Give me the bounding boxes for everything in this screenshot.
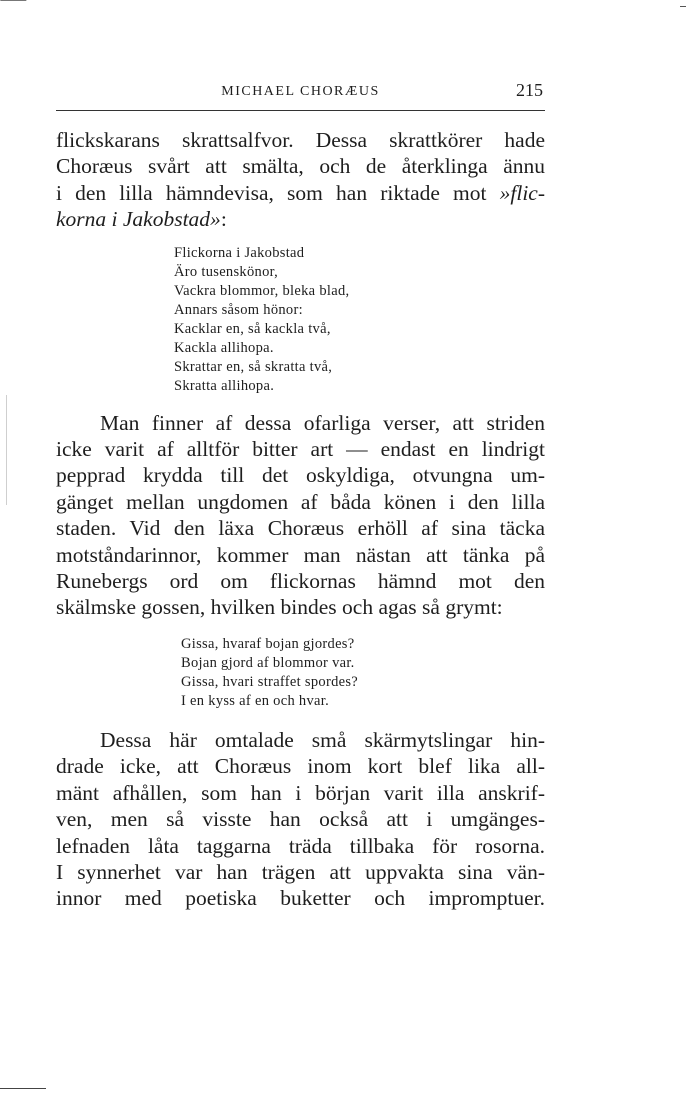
text-line: Choræus svårt att smälta, och de återklinga ännu <box>56 154 545 179</box>
book-page <box>56 78 545 912</box>
verse-line: Kackla allihopa. <box>174 339 274 356</box>
verse-line: Gissa, hvaraf bojan gjordes? <box>181 635 355 652</box>
text-line: lefnaden låta taggarna träda tillbaka för rosorna. <box>56 833 545 858</box>
text-line: Runebergs ord om flickornas hämnd mot den <box>56 569 545 594</box>
verse-line: Vackra blommor, bleka blad, <box>174 282 350 299</box>
paragraph-2 <box>56 410 545 621</box>
text-line: pepprad krydda till det oskyldiga, otvungna um- <box>56 463 545 488</box>
text-line: ven, men så visste han också att i umgänges- <box>56 807 545 832</box>
page-number: 215 <box>516 80 543 100</box>
text-line: Man finner af dessa ofarliga verser, att striden <box>100 410 545 435</box>
verse-block-1 <box>174 244 545 396</box>
text-line: icke varit af alltför bitter art — endast en lindrigt <box>56 437 545 462</box>
verse-line: Skrattar en, så skratta två, <box>174 358 333 375</box>
paragraph-3 <box>56 727 545 912</box>
text-line: staden. Vid den läxa Choræus erhöll af sina täcka <box>56 516 545 541</box>
scan-artifact-dash <box>680 6 686 7</box>
verse-line: Äro tusenskönor, <box>174 263 279 280</box>
scan-artifact-mark <box>0 0 37 15</box>
text-line: mänt afhållen, som han i början varit illa anskrif- <box>56 780 545 805</box>
verse-block-2 <box>181 635 545 711</box>
verse-line: Bojan gjord af blommor var. <box>181 654 355 671</box>
running-header <box>56 78 545 104</box>
text-line: motståndarinnor, kommer man nästan att tänka på <box>56 542 545 567</box>
text-line: i den lilla hämndevisa, som han riktade mot »flic- <box>56 180 545 205</box>
running-title: MICHAEL CHORÆUS <box>221 84 380 99</box>
text-line: gänget mellan ungdomen af båda könen i den lilla <box>56 489 545 514</box>
verse-line: Skratta allihopa. <box>174 377 275 394</box>
verse-line: Kacklar en, så kackla två, <box>174 320 331 337</box>
verse-line: I en kyss af en och hvar. <box>181 692 330 709</box>
italic-quote: »flic- <box>499 180 545 205</box>
verse-line: Flickorna i Jakobstad <box>174 244 305 261</box>
text-line: flickskarans skrattsalfvor. Dessa skrattkörer hade <box>56 128 545 152</box>
scan-artifact-bottom <box>0 1088 46 1089</box>
header-rule <box>56 110 545 111</box>
text-line: skälmske gossen, hvilken bindes och agas så grymt: <box>56 595 503 620</box>
italic-quote: korna i Jakobstad» <box>56 207 221 232</box>
text-line: Dessa här omtalade små skärmytslingar hin- <box>100 727 545 752</box>
text-line: innor med poetiska buketter och impromptuer. <box>56 886 545 911</box>
text-line: drade icke, att Choræus inom kort blef lika all- <box>56 754 545 779</box>
text-line: I synnerhet var han trägen att uppvakta sina vän- <box>56 859 545 884</box>
verse-line: Gissa, hvari straffet spordes? <box>181 673 359 690</box>
paragraph-1 <box>56 127 545 233</box>
verse-line: Annars såsom hönor: <box>174 301 303 318</box>
scan-artifact-line <box>6 395 7 505</box>
text-line: korna i Jakobstad»: <box>56 207 227 232</box>
